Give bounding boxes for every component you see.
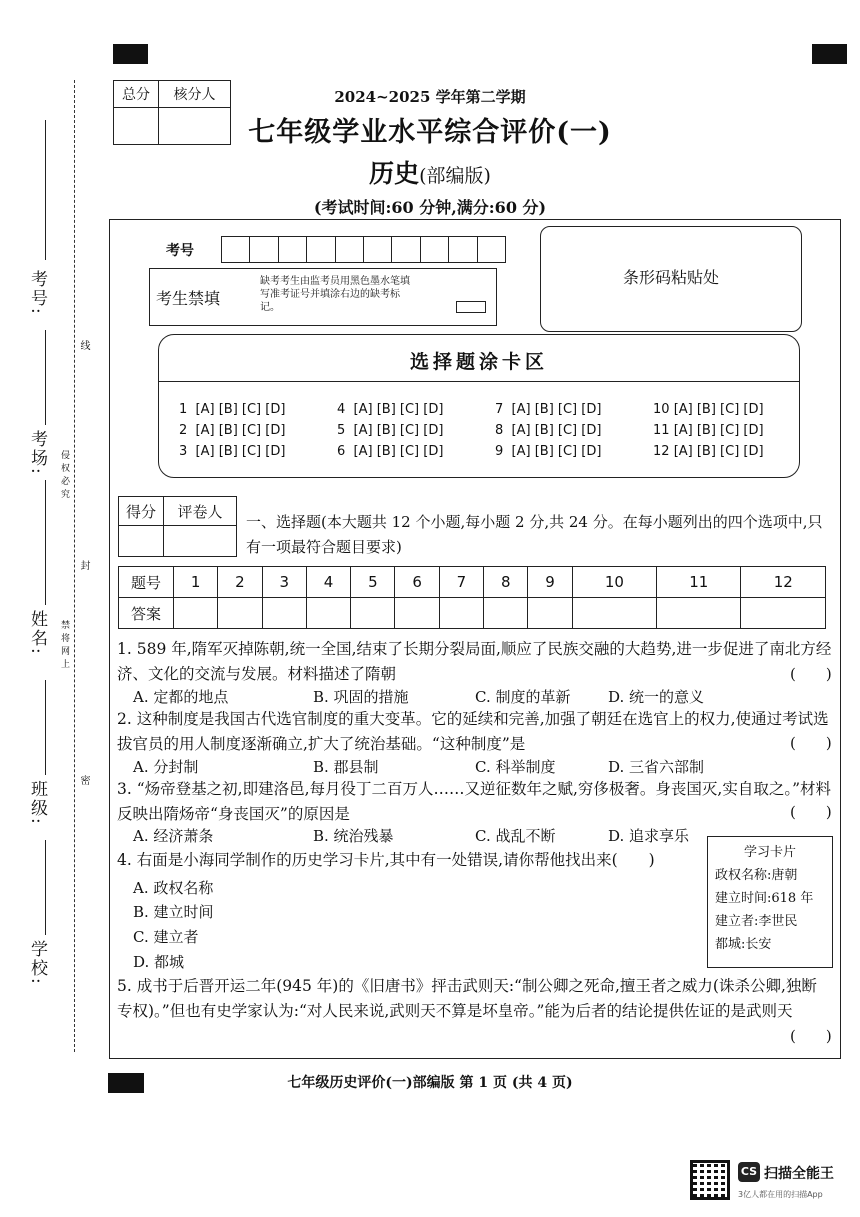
answer-cell[interactable] <box>262 598 306 629</box>
q1-option-d: D. 统一的意义 <box>608 688 705 706</box>
side-note-2: 禁将网上 <box>59 620 69 672</box>
answer-cell[interactable] <box>484 598 528 629</box>
answer-paren-3[interactable]: ( ) <box>790 803 832 821</box>
qr-code <box>690 1160 730 1200</box>
study-card-line: 都城:长安 <box>715 937 772 952</box>
answer-table-row-head: 题号 <box>119 567 174 598</box>
choice-num: 11 <box>653 423 670 438</box>
forbid-note: 缺考考生由监考员用黑色墨水笔填写准考证号并填涂右边的缺考标记。 <box>260 276 410 313</box>
answer-table-row-ans: 答案 <box>119 598 174 629</box>
answer-num: 7 <box>439 567 483 598</box>
barcode-label: 条形码粘贴处 <box>622 268 719 287</box>
exam-number-boxes[interactable] <box>221 236 506 263</box>
q4-option-c: C. 建立者 <box>133 928 199 946</box>
question-4: 4. 右面是小海同学制作的历史学习卡片,其中有一处错误,请你帮他找出来( ) <box>117 851 655 869</box>
section-grader-header: 评卷人 <box>164 497 237 526</box>
answer-num: 1 <box>174 567 218 598</box>
answer-num: 8 <box>484 567 528 598</box>
q1-option-a: A. 定都的地点 <box>133 688 229 706</box>
checker-header: 核分人 <box>159 81 231 108</box>
choice-options[interactable]: [A] [B] [C] [D] <box>353 444 444 459</box>
binding-line <box>74 80 75 1052</box>
choice-grid[interactable] <box>179 399 793 462</box>
absent-mark-box[interactable] <box>456 301 486 313</box>
choice-num: 9 <box>495 444 504 459</box>
q3-option-b: B. 统治残暴 <box>313 827 394 845</box>
choice-num: 4 <box>337 402 346 417</box>
study-card-title: 学习卡片 <box>743 845 796 860</box>
choice-options[interactable]: [A] [B] [C] [D] <box>673 402 764 417</box>
choice-title-divider <box>159 381 799 382</box>
choice-options[interactable]: [A] [B] [C] [D] <box>673 423 764 438</box>
edition-label: (部编版) <box>419 165 491 187</box>
choice-options[interactable]: [A] [B] [C] [D] <box>353 423 444 438</box>
section-grader-cell[interactable] <box>164 526 237 557</box>
choice-options[interactable]: [A] [B] [C] [D] <box>195 444 286 459</box>
q4-option-b: B. 建立时间 <box>133 903 214 921</box>
answer-cell[interactable] <box>174 598 218 629</box>
side-seal-mark-2: 密 <box>78 775 89 789</box>
study-card <box>707 836 833 968</box>
side-note-3: 侵权必究 <box>59 450 69 502</box>
answer-cell[interactable] <box>741 598 826 629</box>
side-name-label: 姓名: <box>27 610 47 656</box>
study-card-line: 政权名称:唐朝 <box>715 868 798 883</box>
answer-num: 6 <box>395 567 439 598</box>
study-card-line: 建立时间:618 年 <box>715 891 814 906</box>
answer-num: 10 <box>572 567 656 598</box>
section-score-cell[interactable] <box>119 526 164 557</box>
choice-num: 6 <box>337 444 346 459</box>
corner-mark-top-left <box>113 44 148 64</box>
question-2: 2. 这种制度是我国古代选官制度的重大变革。它的延续和完善,加强了朝廷在选官上的权力,使通过考试选拔官员的用人制度逐渐确立,扩大了统治基础。“这种制度”是 <box>117 710 829 753</box>
q2-option-c: C. 科举制度 <box>475 758 556 776</box>
choice-num: 7 <box>495 402 504 417</box>
answer-num: 9 <box>528 567 572 598</box>
section-score-header: 得分 <box>119 497 164 526</box>
side-line-mark: 线 <box>78 340 89 354</box>
q3-option-a: A. 经济萧条 <box>133 827 214 845</box>
term-label: 2024~2025 学年第二学期 <box>334 88 526 106</box>
choice-options[interactable]: [A] [B] [C] [D] <box>353 402 444 417</box>
choice-options[interactable]: [A] [B] [C] [D] <box>511 444 602 459</box>
scanner-logo-icon: CS <box>738 1162 760 1182</box>
forbid-label: 考生禁填 <box>156 289 221 308</box>
answer-paren-2[interactable]: ( ) <box>790 734 832 752</box>
answer-cell[interactable] <box>218 598 262 629</box>
choice-num: 10 <box>653 402 670 417</box>
page-title: 七年级学业水平综合评价(一) <box>248 117 612 148</box>
answer-num: 12 <box>741 567 826 598</box>
choice-card-area <box>158 334 800 478</box>
question-1: 1. 589 年,隋军灭掉陈朝,统一全国,结束了长期分裂局面,顺应了民族交融的大趋势,进一步促进了南北方经济、文化的交流与发展。材料描述了隋朝 <box>117 640 832 683</box>
answer-num: 2 <box>218 567 262 598</box>
section-heading: 一、选择题(本大题共 12 个小题,每小题 2 分,共 24 分。在每小题列出的四个选项中,只有一项最符合题目要求) <box>246 513 823 556</box>
q2-option-d: D. 三省六部制 <box>608 758 705 776</box>
exam-number-label: 考号 <box>166 243 194 259</box>
answer-cell[interactable] <box>351 598 395 629</box>
exam-info: (考试时间:60 分钟,满分:60 分) <box>313 198 547 217</box>
answer-num: 11 <box>657 567 741 598</box>
q1-option-b: B. 巩固的措施 <box>313 688 409 706</box>
answer-num: 4 <box>306 567 350 598</box>
q4-option-d: D. 都城 <box>133 953 185 971</box>
choice-num: 5 <box>337 423 346 438</box>
answer-num: 3 <box>262 567 306 598</box>
side-room-label: 考场: <box>27 430 47 476</box>
q2-option-b: B. 郡县制 <box>313 758 379 776</box>
choice-options[interactable]: [A] [B] [C] [D] <box>195 402 286 417</box>
choice-num: 2 <box>179 423 188 438</box>
answer-cell[interactable] <box>439 598 483 629</box>
q2-option-a: A. 分封制 <box>133 758 199 776</box>
side-school-line <box>45 840 46 935</box>
question-3: 3. “炀帝登基之初,即建洛邑,每月役丁二百万人……又逆征数年之赋,穷侈极奢。身丧国灭,实自取之。”材料反映出隋炀帝“身丧国灭”的原因是 <box>117 780 832 823</box>
page-footer: 七年级历史评价(一)部编版 第 1 页 (共 4 页) <box>287 1075 573 1091</box>
side-class-label: 班级: <box>27 780 47 826</box>
forbid-box <box>149 268 497 326</box>
answer-table <box>118 566 826 629</box>
side-class-line <box>45 680 46 775</box>
scanner-tagline: 3亿人都在用的扫描App <box>738 1190 823 1199</box>
scanner-brand: 扫描全能王 <box>764 1166 834 1182</box>
answer-num: 5 <box>351 567 395 598</box>
side-seal-mark: 封 <box>78 560 89 574</box>
choice-options[interactable]: [A] [B] [C] [D] <box>511 402 602 417</box>
subject-title <box>0 154 860 190</box>
side-name-line <box>45 480 46 605</box>
q3-option-d: D. 追求享乐 <box>608 827 690 845</box>
answer-paren-5[interactable]: ( ) <box>790 1027 832 1045</box>
q1-option-c: C. 制度的革新 <box>475 688 571 706</box>
choice-options[interactable]: [A] [B] [C] [D] <box>511 423 602 438</box>
answer-paren-1[interactable]: ( ) <box>790 665 832 683</box>
side-room-line <box>45 330 46 425</box>
side-school-label: 学校: <box>27 940 47 986</box>
section-score-box <box>118 496 237 557</box>
choice-num: 3 <box>179 444 188 459</box>
choice-card-title: 选择题涂卡区 <box>409 351 548 373</box>
answer-cell[interactable] <box>395 598 439 629</box>
choice-num: 8 <box>495 423 504 438</box>
q4-option-a: A. 政权名称 <box>133 879 214 897</box>
barcode-area <box>540 226 802 332</box>
answer-cell[interactable] <box>572 598 656 629</box>
side-number-label: 考号: <box>27 270 47 316</box>
total-score-header: 总分 <box>114 81 159 108</box>
choice-num: 1 <box>179 402 188 417</box>
q3-option-c: C. 战乱不断 <box>475 827 556 845</box>
choice-num: 12 <box>653 444 670 459</box>
answer-cell[interactable] <box>306 598 350 629</box>
choice-options[interactable]: [A] [B] [C] [D] <box>195 423 286 438</box>
answer-cell[interactable] <box>657 598 741 629</box>
choice-options[interactable]: [A] [B] [C] [D] <box>673 444 764 459</box>
study-card-line: 建立者:李世民 <box>715 914 798 929</box>
subject-name: 历史 <box>369 159 420 188</box>
corner-mark-top-right <box>812 44 847 64</box>
answer-cell[interactable] <box>528 598 572 629</box>
question-5: 5. 成书于后晋开运二年(945 年)的《旧唐书》抨击武则天:“制公卿之死命,擅王者之威力(诛杀公卿,独断专权)。”但也有史学家认为:“对人民来说,武则天不算是坏皇帝。”能为后者的结论提供佐证的是武则天 <box>117 977 817 1020</box>
